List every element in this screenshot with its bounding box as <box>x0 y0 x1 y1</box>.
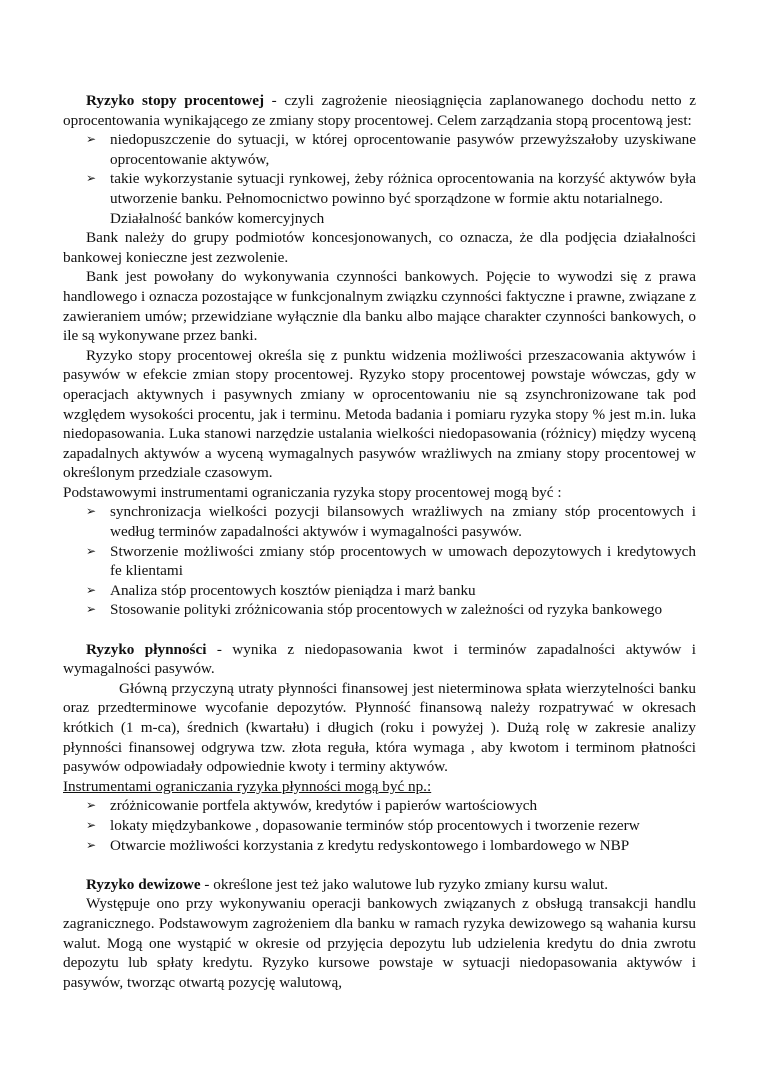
arrow-bullet-icon: ➢ <box>86 543 97 558</box>
section-heading-interest-rate: Ryzyko stopy procentowej <box>86 92 265 109</box>
arrow-bullet-icon: ➢ <box>86 171 97 186</box>
section-heading-liquidity: Ryzyko płynności <box>86 640 207 658</box>
list-item: ➢ synchronizacja wielkości pozycji bilansowych wrażliwych na zmiany stóp procentowych i według terminów zapadalności aktywów i wymagalności pasywów. <box>86 503 696 541</box>
paragraph: Ryzyko stopy procentowej określa się z punktu widzenia możliwości przeszacowania aktywów i pasywów w efekcie zmian stopy procentowej. Ryzyko stopy procentowej powstaje wówczas, gdy w operacjach aktywnych i pasywnych zmiany w oprocentowaniu nie są zsynchronizowane tak pod względem wysokości procentu, jak i terminu. Metoda badania i pomiaru ryzyka stopy % jest m.in. luka niedopasowania. Luka stanowi narzędzie ustalania wielkości niedopasowania (różnicy) między wyceną zapadalnych aktywów a wyceną wymagalnych pasywów wrażliwych na zmiany stopy procentowej w określonym przedziale czasowym. <box>63 346 696 482</box>
list-item: ➢ Stworzenie możliwości zmiany stóp procentowych w umowach depozytowych i kredytowych fe klientami <box>86 542 696 580</box>
section-interest-rate-intro: Ryzyko stopy procentowej - czyli zagrożenie nieosiągnięcia zaplanowanego dochodu netto z oprocentowania wynikającego ze zmiany stopy procentowej. Celem zarządzania stopą procentową jest: <box>63 92 696 129</box>
liquidity-instruments-list <box>63 796 696 855</box>
list-item: ➢ lokaty międzybankowe , dopasowanie terminów stóp procentowych i tworzenie rezerw <box>86 816 640 834</box>
arrow-bullet-icon: ➢ <box>86 582 97 597</box>
list-item: ➢ Otwarcie możliwości korzystania z kredytu redyskontowego i lombardowego w NBP <box>86 836 630 854</box>
subheading-commercial-banks: Działalność banków komercyjnych <box>110 209 325 227</box>
interest-rate-instruments-list <box>63 502 696 620</box>
paragraph: Występuje ono przy wykonywaniu operacji bankowych związanych z obsługą transakcji handlu zagranicznego. Podstawowym zagrożeniem dla banku w ramach ryzyka dewizowego są wahania kursu walut. Mogą one wystąpić w okresie od przyjęcia depozytu lub udzielenia kredytu do dnia zwrotu depozytu lub spłaty kredytu. Ryzyko kursowe powstaje w sytuacji niedopasowania aktywów i pasywów, tworząc otwartą pozycję walutową, <box>63 895 696 991</box>
arrow-bullet-icon: ➢ <box>86 798 97 813</box>
document-page <box>63 91 696 992</box>
section-currency-intro: Ryzyko dewizowe - określone jest też jako walutowe lub ryzyko zmiany kursu walut. <box>86 875 609 893</box>
spacer <box>63 620 696 640</box>
instruments-intro: Podstawowymi instrumentami ograniczania ryzyka stopy procentowej mogą być : <box>63 483 562 501</box>
spacer <box>63 855 696 875</box>
paragraph: Główną przyczyną utraty płynności finansowej jest nieterminowa spłata wierzytelności banku oraz przedterminowe wycofanie depozytów. Płynność finansową należy rozpatrywać w okresach krótkich (1 m-ca), średnich (kwartału) i długich (roku i powyżej ). Dużą rolę w zakresie analizy płynności finansowej odgrywa tzw. złota reguła, która wymaga , aby kwotom i terminom płatności pasywów odpowiadały odpowiednie kwoty i terminy aktywów. <box>63 679 696 776</box>
list-item: ➢ Stosowanie polityki zróżnicowania stóp procentowych w zależności od ryzyka bankowego <box>86 601 663 619</box>
list-item: ➢ takie wykorzystanie sytuacji rynkowej, żeby różnica oprocentowania na korzyść aktywów była utworzenie banku. Pełnomocnictwo powinno być sporządzone w formie aktu notarialnego. <box>86 170 696 207</box>
section-liquidity-intro: Ryzyko płynności - wynika z niedopasowania kwot i terminów zapadalności aktywów i wymagalności pasywów. <box>63 640 696 678</box>
arrow-bullet-icon: ➢ <box>86 817 97 832</box>
list-item: ➢ zróżnicowanie portfela aktywów, kredytów i papierów wartościowych <box>86 797 538 815</box>
instruments-intro: Instrumentami ograniczania ryzyka płynności mogą być np.: <box>63 777 432 795</box>
arrow-bullet-icon: ➢ <box>86 504 97 519</box>
arrow-bullet-icon: ➢ <box>86 837 97 852</box>
paragraph: Bank jest powołany do wykonywania czynności bankowych. Pojęcie to wywodzi się z prawa handlowego i oznacza pozostające w funkcjonalnym związku czynności faktyczne i prawne, związane z zawieraniem umów; przewidziane wyłącznie dla banku albo mające charakter czynności bankowych, o ile są wykonywane przez banki. <box>63 268 696 345</box>
paragraph: Bank należy do grupy podmiotów koncesjonowanych, co oznacza, że dla podjęcia działalności bankowej konieczne jest zezwolenie. <box>63 229 696 266</box>
arrow-bullet-icon: ➢ <box>86 602 97 617</box>
list-item: ➢ niedopuszczenie do sytuacji, w której oprocentowanie pasywów przewyższałoby uzyskiwane oprocentowanie aktywów, <box>86 131 696 168</box>
interest-rate-goals-list <box>63 130 696 208</box>
arrow-bullet-icon: ➢ <box>86 132 97 147</box>
section-heading-currency: Ryzyko dewizowe <box>86 875 201 893</box>
list-item: ➢ Analiza stóp procentowych kosztów pieniądza i marż banku <box>86 581 476 599</box>
